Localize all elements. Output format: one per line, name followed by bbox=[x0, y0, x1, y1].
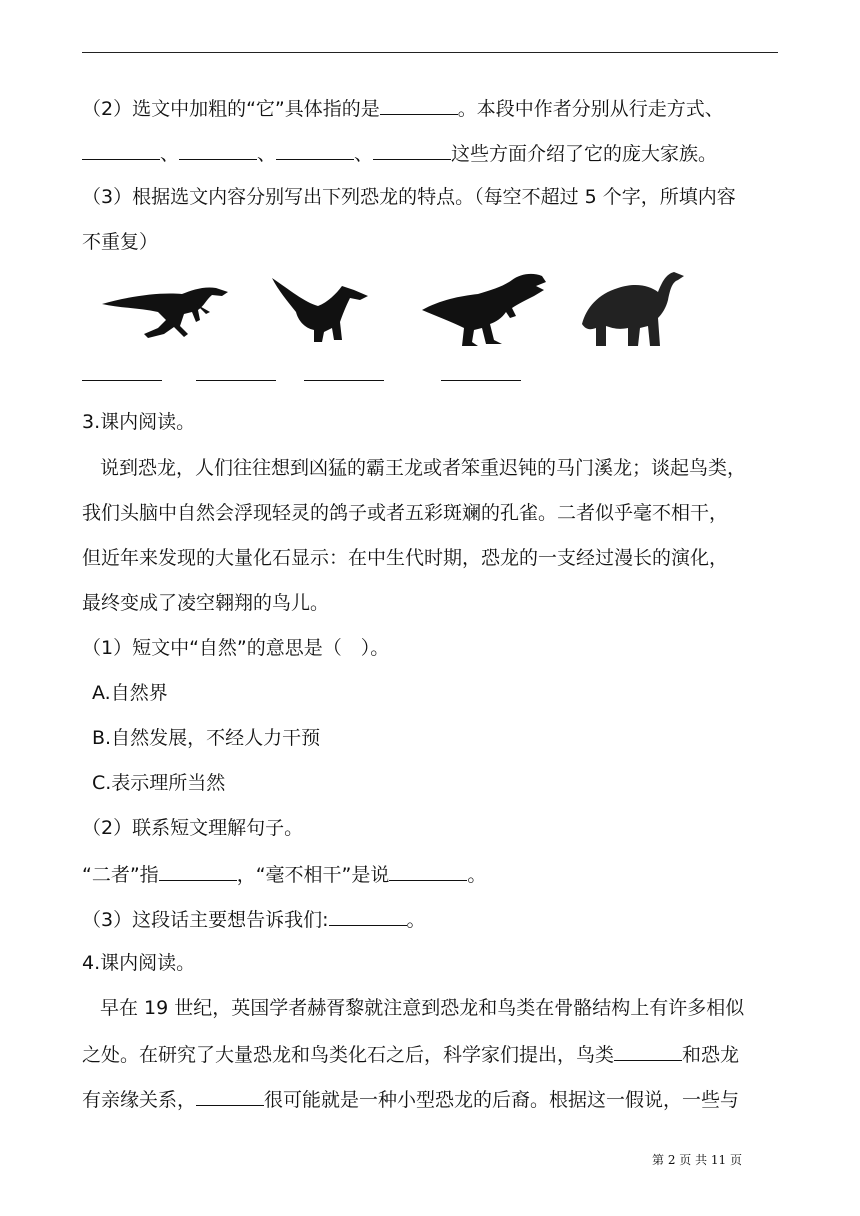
paragraph-line: 早在 19 世纪，英国学者赫胥黎就注意到恐龙和鸟类在骨骼结构上有许多相似 bbox=[100, 997, 745, 1019]
answer-blank[interactable] bbox=[389, 861, 467, 881]
hadrosaur-silhouette-icon bbox=[270, 272, 370, 344]
option-b[interactable]: B.自然发展，不经人力干预 bbox=[92, 727, 321, 749]
answer-blank[interactable] bbox=[196, 1086, 264, 1106]
page-number: 第 2 页 共 11 页 bbox=[652, 1153, 742, 1167]
answer-blank[interactable] bbox=[373, 140, 451, 160]
paragraph-line: 之处。在研究了大量恐龙和鸟类化石之后，科学家们提出，鸟类 和恐龙 bbox=[82, 1041, 739, 1067]
answer-blank[interactable] bbox=[380, 95, 458, 115]
paragraph-line: 但近年来发现的大量化石显示：在中生代时期，恐龙的一支经过漫长的演化， bbox=[82, 547, 729, 569]
q2-line-2: 、 、 、 这些方面介绍了它的庞大家族。 bbox=[82, 140, 717, 166]
answer-blank[interactable] bbox=[82, 140, 160, 160]
question-3: （3）这段话主要想告诉我们: 。 bbox=[82, 906, 426, 932]
q2-text-a: （2）选文中加粗的“它”具体指的是 bbox=[82, 98, 380, 120]
sauropod-silhouette-icon bbox=[578, 268, 688, 350]
answer-blank[interactable] bbox=[179, 140, 257, 160]
q2-line-1 bbox=[82, 95, 724, 121]
answer-blank[interactable] bbox=[329, 906, 407, 926]
option-c[interactable]: C.表示理所当然 bbox=[92, 772, 226, 794]
paragraph-line: 有亲缘关系， 很可能就是一种小型恐龙的后裔。根据这一假说，一些与 bbox=[82, 1086, 739, 1112]
answer-blank[interactable] bbox=[441, 380, 521, 381]
q3-line-2: 不重复） bbox=[82, 231, 159, 253]
tyrannosaurus-silhouette-icon bbox=[420, 270, 548, 348]
paragraph-line: 我们头脑中自然会浮现轻灵的鸽子或者五彩斑斓的孔雀。二者似乎毫不相干， bbox=[82, 502, 729, 524]
q3-line-1: （3）根据选文内容分别写出下列恐龙的特点。（每空不超过 5 个字，所填内容 bbox=[82, 186, 736, 208]
question-1: （1）短文中“自然”的意思是（ ）。 bbox=[82, 637, 390, 659]
question-2: （2）联系短文理解句子。 bbox=[82, 817, 304, 839]
paragraph-line: 说到恐龙，人们往往想到凶猛的霸王龙或者笨重迟钝的马门溪龙；谈起鸟类， bbox=[100, 457, 747, 479]
option-a[interactable]: A.自然界 bbox=[92, 682, 168, 704]
answer-blank[interactable] bbox=[276, 140, 354, 160]
answer-blank[interactable] bbox=[196, 380, 276, 381]
answer-blank[interactable] bbox=[304, 380, 384, 381]
header-rule bbox=[82, 52, 778, 53]
answer-blank[interactable] bbox=[82, 380, 162, 381]
q2-text-b: 。本段中作者分别从行走方式、 bbox=[457, 98, 724, 120]
question-2-sentence: “二者”指 ，“毫不相干”是说 。 bbox=[82, 861, 486, 887]
answer-blank[interactable] bbox=[614, 1041, 682, 1061]
raptor-silhouette-icon bbox=[100, 282, 235, 342]
section-3-heading: 3.课内阅读。 bbox=[82, 411, 196, 433]
paragraph-line: 最终变成了凌空翱翔的鸟儿。 bbox=[82, 592, 330, 614]
answer-blank[interactable] bbox=[159, 861, 237, 881]
q2-text-end: 这些方面介绍了它的庞大家族。 bbox=[451, 143, 718, 165]
section-4-heading: 4.课内阅读。 bbox=[82, 952, 196, 974]
